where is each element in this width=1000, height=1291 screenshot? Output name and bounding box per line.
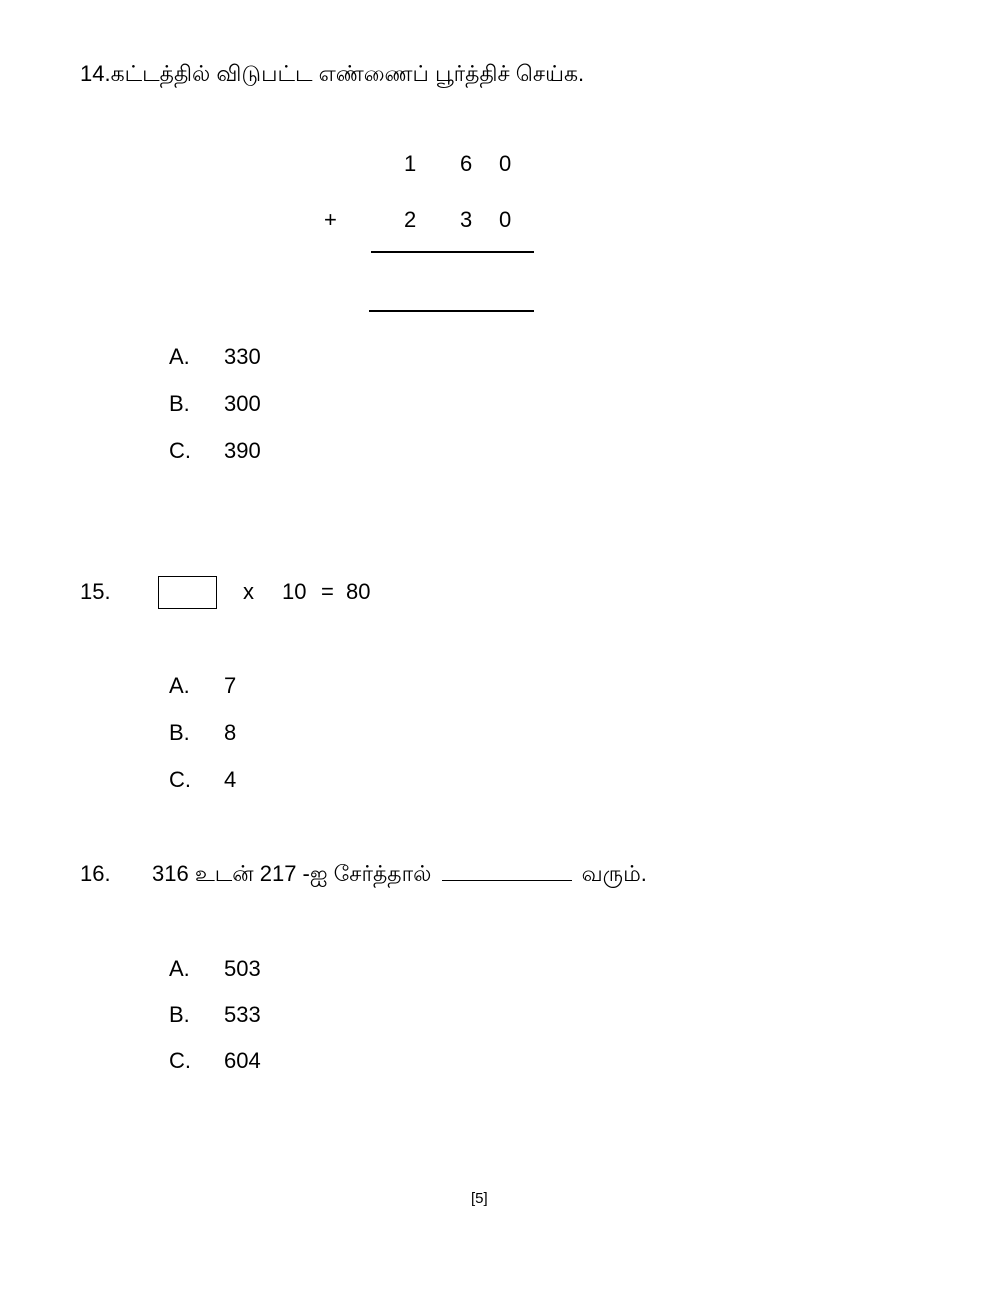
q15-times-sign: x	[243, 579, 254, 604]
q16-option-c-letter: C.	[169, 1048, 191, 1073]
q14-option-c-value[interactable]: 390	[224, 438, 261, 463]
q14-sum-line	[371, 251, 534, 253]
q16-option-a-letter: A.	[169, 956, 190, 981]
q14-row2-tens: 3	[460, 207, 473, 232]
q15-option-c-letter: C.	[169, 767, 191, 792]
q16-text-before: 316 உடன் 217 -ஐ சேர்த்தால்	[152, 861, 432, 886]
q14-option-b-letter: B.	[169, 391, 190, 416]
q14-option-a-value[interactable]: 330	[224, 344, 261, 369]
q14-row2-hundreds: 2	[404, 207, 417, 232]
q14-row1-ones: 0	[499, 151, 512, 176]
q15-option-a-letter: A.	[169, 673, 190, 698]
q15-result: 80	[346, 579, 371, 604]
q14-row1-hundreds: 1	[404, 151, 417, 176]
q16-answer-blank[interactable]	[442, 860, 572, 881]
q15-option-a-value[interactable]: 7	[224, 673, 237, 698]
q14-option-b-value[interactable]: 300	[224, 391, 261, 416]
q15-answer-box[interactable]	[158, 576, 217, 609]
q16-option-a-value[interactable]: 503	[224, 956, 261, 981]
q16-option-b-letter: B.	[169, 1002, 190, 1027]
q15-option-b-letter: B.	[169, 720, 190, 745]
q14-plus-sign: +	[324, 207, 337, 232]
q16-option-c-value[interactable]: 604	[224, 1048, 261, 1073]
q14-title: 14.கட்டத்தில் விடுபட்ட எண்ணைப் பூர்த்திச் செய்க.	[80, 61, 585, 86]
q15-option-c-value[interactable]: 4	[224, 767, 237, 792]
q14-option-a-letter: A.	[169, 344, 190, 369]
q16-number: 16.	[80, 861, 111, 886]
q14-row2-ones: 0	[499, 207, 512, 232]
page-number: [5]	[471, 1190, 488, 1207]
q14-option-c-letter: C.	[169, 438, 191, 463]
q15-number: 15.	[80, 579, 111, 604]
q15-multiplier: 10	[282, 579, 307, 604]
q15-equals-sign: =	[321, 579, 334, 604]
q14-answer-line[interactable]	[369, 310, 534, 312]
q15-option-b-value[interactable]: 8	[224, 720, 237, 745]
q16-option-b-value[interactable]: 533	[224, 1002, 261, 1027]
q16-question	[152, 860, 647, 888]
q16-text-after: வரும்.	[581, 861, 647, 886]
q14-row1-tens: 6	[460, 151, 473, 176]
